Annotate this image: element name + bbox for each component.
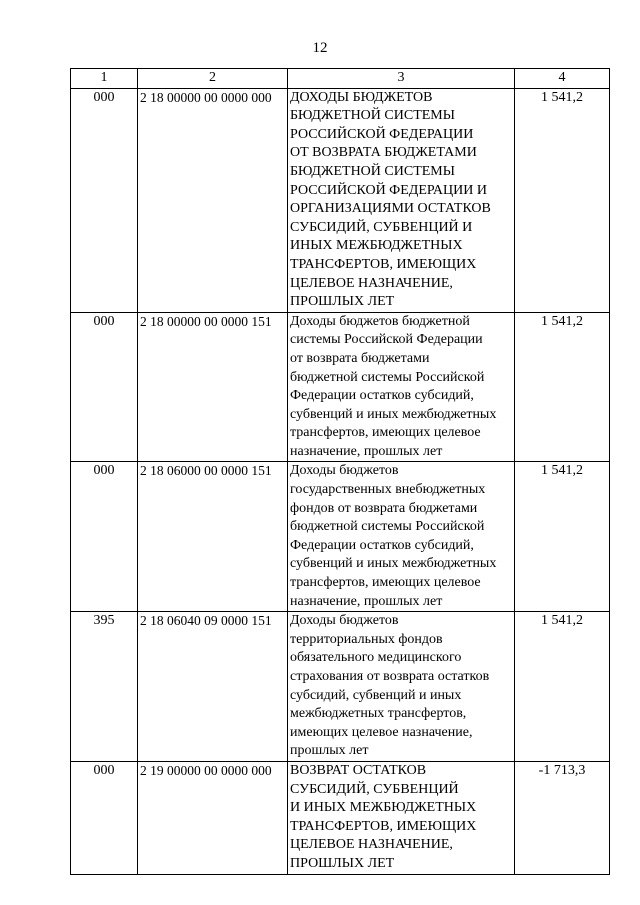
- revenue-name-line: Доходы бюджетов: [290, 463, 399, 479]
- admin-code-cell: 000: [71, 462, 138, 612]
- revenue-name-line: межбюджетных трансфертов,: [290, 706, 467, 722]
- revenue-name-line: бюджетной системы Российской: [290, 519, 485, 535]
- budget-code-cell: 2 18 00000 00 0000 000: [138, 88, 288, 312]
- header-row: [71, 69, 610, 89]
- header-col-2: 2: [138, 69, 288, 89]
- revenue-name-line: ТРАНСФЕРТОВ, ИМЕЮЩИХ: [290, 256, 477, 272]
- revenue-name-line: прошлых лет: [290, 743, 369, 759]
- revenue-name-line: фондов от возврата бюджетами: [290, 500, 478, 516]
- revenue-name-line: государственных внебюджетных: [290, 482, 486, 498]
- revenue-name-line: БЮДЖЕТНОЙ СИСТЕМЫ: [290, 108, 455, 124]
- header-col-1: 1: [71, 69, 138, 89]
- amount-cell: 1 541,2: [515, 88, 610, 312]
- table-row: [71, 312, 610, 462]
- revenue-name-line: ТРАНСФЕРТОВ, ИМЕЮЩИХ: [290, 818, 477, 834]
- revenue-name-line: трансфертов, имеющих целевое: [290, 575, 481, 591]
- revenue-name-line: ПРОШЛЫХ ЛЕТ: [290, 294, 395, 310]
- revenue-name-line: ЦЕЛЕВОЕ НАЗНАЧЕНИЕ,: [290, 837, 453, 853]
- amount-cell: -1 713,3: [515, 761, 610, 874]
- revenue-name-line: обязательного медицинского: [290, 650, 462, 666]
- admin-code-cell: 000: [71, 88, 138, 312]
- revenue-name-line: трансфертов, имеющих целевое: [290, 425, 481, 441]
- budget-code-cell: 2 18 06000 00 0000 151: [138, 462, 288, 612]
- revenue-name-line: Федерации остатков субсидий,: [290, 537, 474, 553]
- revenue-name-line: Доходы бюджетов: [290, 613, 399, 629]
- revenue-name-line: субвенций и иных межбюджетных: [290, 406, 497, 422]
- revenue-name-cell: [288, 312, 515, 462]
- revenue-name-line: ВОЗВРАТ ОСТАТКОВ: [290, 762, 427, 778]
- revenue-name-line: имеющих целевое назначение,: [290, 724, 473, 740]
- revenue-name-cell: [288, 612, 515, 762]
- revenue-name-line: назначение, прошлых лет: [290, 593, 443, 609]
- revenue-name-cell: [288, 88, 515, 312]
- revenue-name-line: субсидий, субвенций и иных: [290, 687, 462, 703]
- revenue-name-line: субвенций и иных межбюджетных: [290, 556, 497, 572]
- table-header: [71, 69, 610, 89]
- table-body: [71, 88, 610, 874]
- revenue-name-line: ДОХОДЫ БЮДЖЕТОВ: [290, 89, 433, 105]
- admin-code-cell: 000: [71, 312, 138, 462]
- revenue-name-line: территориальных фондов: [290, 631, 443, 647]
- budget-code-cell: 2 18 00000 00 0000 151: [138, 312, 288, 462]
- amount-cell: 1 541,2: [515, 612, 610, 762]
- header-col-4: 4: [515, 69, 610, 89]
- budget-code-cell: 2 19 00000 00 0000 000: [138, 761, 288, 874]
- revenue-name-line: Доходы бюджетов бюджетной: [290, 313, 470, 329]
- revenue-name-line: назначение, прошлых лет: [290, 443, 443, 459]
- revenue-name-line: ИНЫХ МЕЖБЮДЖЕТНЫХ: [290, 238, 463, 254]
- revenue-name-line: системы Российской Федерации: [290, 332, 483, 348]
- revenue-name-line: РОССИЙСКОЙ ФЕДЕРАЦИИ И: [290, 182, 487, 198]
- revenue-name-line: СУБСИДИЙ, СУБВЕНЦИЙ И: [290, 219, 473, 235]
- revenue-name-line: СУБСИДИЙ, СУБВЕНЦИЙ: [290, 781, 459, 797]
- table-row: [71, 88, 610, 312]
- budget-table: [70, 68, 610, 875]
- header-col-3: 3: [288, 69, 515, 89]
- revenue-name-line: БЮДЖЕТНОЙ СИСТЕМЫ: [290, 163, 455, 179]
- revenue-name-line: ОРГАНИЗАЦИЯМИ ОСТАТКОВ: [290, 201, 491, 217]
- budget-code-cell: 2 18 06040 09 0000 151: [138, 612, 288, 762]
- revenue-name-line: ЦЕЛЕВОЕ НАЗНАЧЕНИЕ,: [290, 275, 453, 291]
- revenue-name-cell: [288, 462, 515, 612]
- admin-code-cell: 000: [71, 761, 138, 874]
- amount-cell: 1 541,2: [515, 462, 610, 612]
- admin-code-cell: 395: [71, 612, 138, 762]
- page-number: 12: [312, 40, 328, 56]
- revenue-name-line: страхования от возврата остатков: [290, 669, 490, 684]
- table-row: [71, 462, 610, 612]
- revenue-name-line: ПРОШЛЫХ ЛЕТ: [290, 855, 395, 871]
- table-row: [71, 761, 610, 874]
- amount-cell: 1 541,2: [515, 312, 610, 462]
- revenue-name-line: И ИНЫХ МЕЖБЮДЖЕТНЫХ: [290, 800, 477, 816]
- revenue-name-cell: [288, 761, 515, 874]
- revenue-name-line: от возврата бюджетами: [290, 350, 430, 366]
- revenue-name-line: РОССИЙСКОЙ ФЕДЕРАЦИИ: [290, 126, 474, 142]
- revenue-name-line: ОТ ВОЗВРАТА БЮДЖЕТАМИ: [290, 145, 477, 161]
- revenue-name-line: Федерации остатков субсидий,: [290, 388, 474, 404]
- table-row: [71, 612, 610, 762]
- revenue-name-line: бюджетной системы Российской: [290, 369, 485, 385]
